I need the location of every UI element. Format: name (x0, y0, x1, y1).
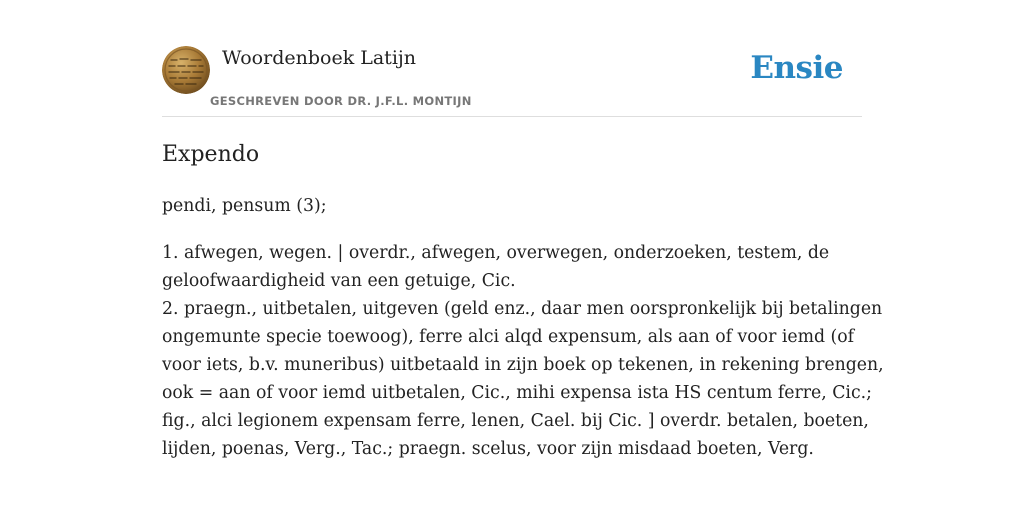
definition-line: fig., alci legionem expensam ferre, lenen, Cael. bij Cic. ] overdr. betalen, boeten, (162, 411, 869, 431)
entry-forms: pendi, pensum (3); (162, 196, 327, 216)
definition-line: ook = aan of voor iemd uitbetalen, Cic., mihi expensa ista HS centum ferre, Cic.; (162, 383, 872, 403)
definition-line: ongemunte specie toewoog), ferre alci alqd expensum, als aan of voor iemd (of (162, 327, 855, 347)
definition-line: lijden, poenas, Verg., Tac.; praegn. scelus, voor zijn misdaad boeten, Verg. (162, 439, 814, 459)
author-byline: GESCHREVEN DOOR DR. J.F.L. MONTIJN (210, 94, 472, 108)
definition-line: voor iets, b.v. muneribus) uitbetaald in zijn boek op tekenen, in rekening brengen, (162, 355, 884, 375)
entry-content (162, 137, 884, 463)
ensie-logo[interactable]: Ensie (750, 50, 843, 86)
entry-definitions (162, 239, 884, 463)
entry-headword: Expendo (162, 142, 260, 167)
definition-line: 2. praegn., uitbetalen, uitgeven (geld enz., daar men oorspronkelijk bij betalingen (162, 299, 883, 319)
dictionary-header (162, 46, 862, 117)
dictionary-title[interactable]: Woordenboek Latijn (222, 47, 417, 69)
definition-line: 1. afwegen, wegen. | overdr., afwegen, overwegen, onderzoeken, testem, de (162, 243, 830, 263)
latin-inscription-coin-icon (162, 46, 210, 94)
definition-line: geloofwaardigheid van een getuige, Cic. (162, 271, 516, 291)
